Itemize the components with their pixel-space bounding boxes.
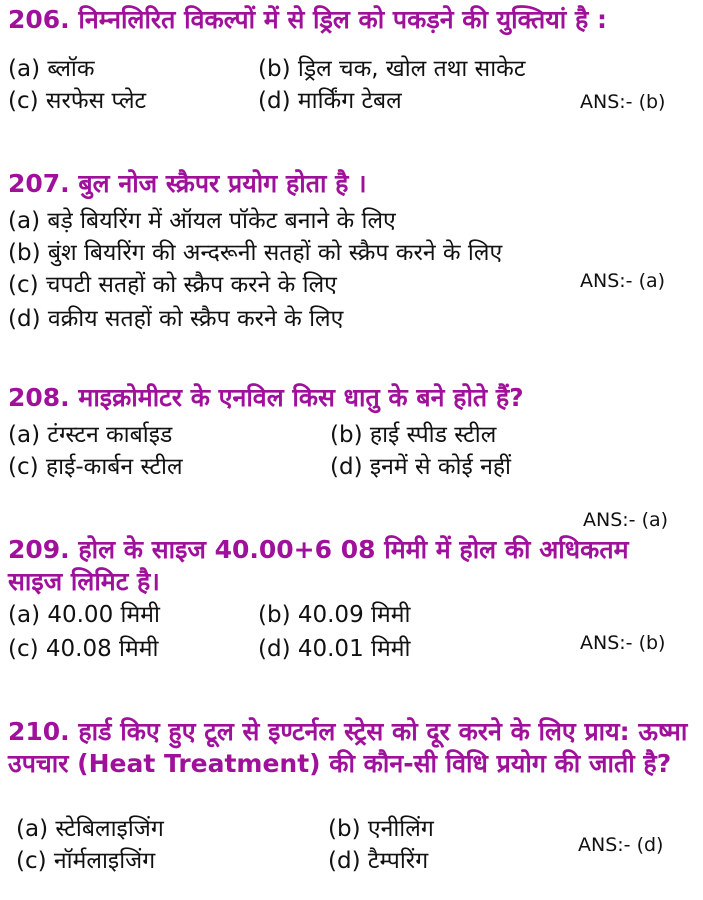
question-208: 208. माइक्रोमीटर के एनविल किस धातु के बने होते हैं? — [8, 383, 524, 412]
question-206: 206. निम्नलिरित विकल्पों में से ड्रिल को पकड़ने की युक्तियां है : — [8, 5, 607, 34]
q207-answer: ANS:- (a) — [580, 270, 666, 292]
question-210: 210. हार्ड किए हुए टूल से इण्टर्नल स्ट्रेस को दूर करने के लिए प्राय: ऊष्मा उपचार (Heat Treatment) की कौन-सी विधि प्रयोग की जाती है? — [8, 717, 688, 778]
q209-option-c: (c) 40.08 मिमी — [8, 636, 159, 662]
q208-option-d: (d) इनमें से कोई नहीं — [330, 454, 511, 480]
q210-option-b: (b) एनीलिंग — [328, 816, 434, 842]
question-209: 209. होल के साइज 40.00+6 08 मिमी में होल की अधिकतम साइज लिमिट है। — [8, 535, 629, 596]
q206-option-a: (a) ब्लॉक — [8, 56, 95, 82]
q206-option-c: (c) सरफेस प्लेट — [8, 88, 147, 114]
q210-option-d: (d) टैम्परिंग — [328, 848, 429, 874]
q206-option-d: (d) मार्किंग टेबल — [258, 88, 402, 114]
q209-option-a: (a) 40.00 मिमी — [8, 602, 160, 628]
q207-option-d: (d) वक्रीय सतहों को स्क्रैप करने के लिए — [8, 306, 344, 332]
q210-option-a: (a) स्टेबिलाइजिंग — [16, 816, 164, 842]
q207-option-c: (c) चपटी सतहों को स्क्रैप करने के लिए — [8, 272, 337, 298]
q209-option-d: (d) 40.01 मिमी — [258, 636, 411, 662]
q206-option-b: (b) ड्रिल चक, खोल तथा साकेट — [258, 56, 526, 82]
q207-option-a: (a) बड़े बियरिंग में ऑयल पॉकेट बनाने के लिए — [8, 208, 396, 234]
q210-option-c: (c) नॉर्मलाइजिंग — [16, 848, 156, 874]
q208-option-a: (a) टंग्स्टन कार्बाइड — [8, 422, 173, 448]
q208-answer: ANS:- (a) — [583, 509, 669, 531]
q209-answer: ANS:- (b) — [580, 632, 666, 654]
q208-option-b: (b) हाई स्पीड स्टील — [330, 422, 497, 448]
question-207: 207. बुल नोज स्क्रैपर प्रयोग होता है । — [8, 169, 367, 198]
q207-option-b: (b) बुंश बियरिंग की अन्दरूनी सतहों को स्क्रैप करने के लिए — [8, 240, 503, 266]
q206-answer: ANS:- (b) — [580, 91, 666, 113]
q208-option-c: (c) हाई-कार्बन स्टील — [8, 454, 183, 480]
q209-option-b: (b) 40.09 मिमी — [258, 602, 411, 628]
q210-answer: ANS:- (d) — [578, 834, 664, 856]
